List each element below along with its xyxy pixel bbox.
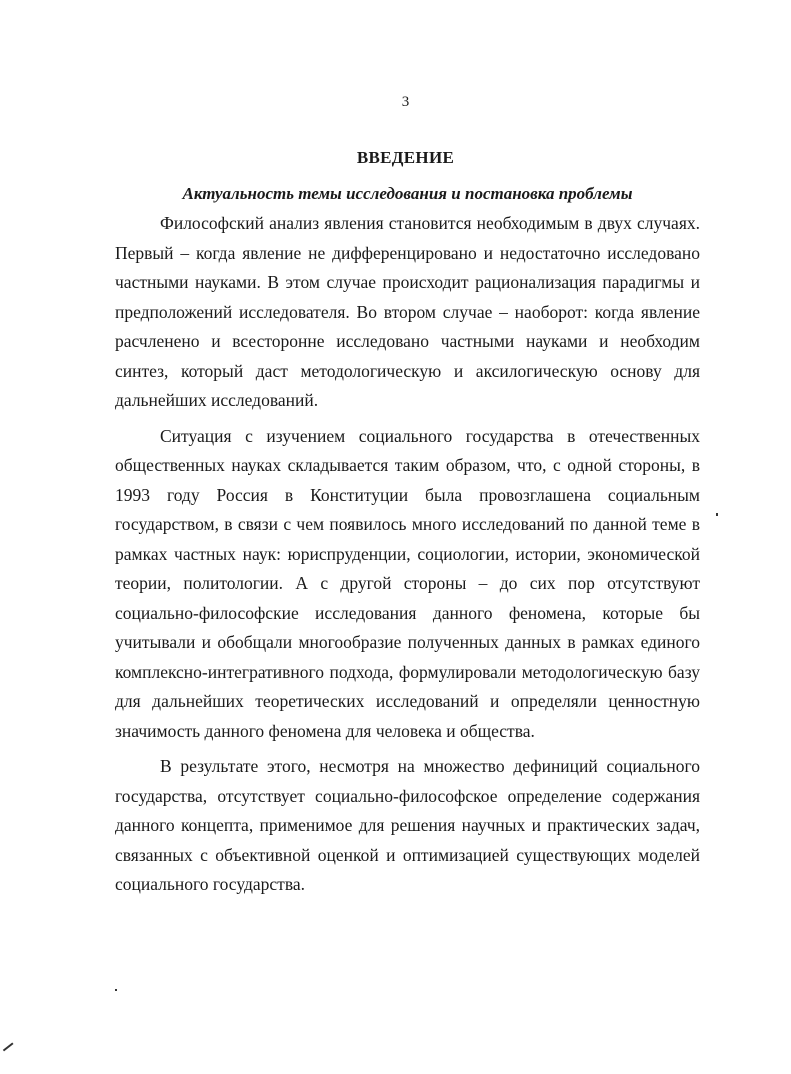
scan-speck xyxy=(716,513,718,516)
paragraph: Философский анализ явления становится необходимым в двух случаях. Первый – когда явление не дифференцировано и недостаточно исследовано частными науками. В этом случае происходит рационализация парадигмы и предположений исследователя. Во втором случае – наоборот: когда явление расчленено и всесторонне исследовано частными науками и необходим синтез, который даст методологическую и аксилогическую основу для дальнейших исследований. xyxy=(115,213,700,410)
page-number: 3 xyxy=(401,94,410,110)
scan-stroke xyxy=(3,1042,13,1051)
page-title: ВВЕДЕНИЕ xyxy=(356,148,455,167)
paragraph: Ситуация с изучением социального государства в отечественных общественных науках складывается таким образом, что, с одной стороны, в 1993 году Россия в Конституции была провозглашена социальным государством, в связи с чем появилось много исследований по данной теме в рамках частных наук: юриспруденции, социологии, истории, экономической теории, политологии. А с другой стороны – до сих пор отсутствуют социально-философские исследования данного феномена, которые бы учитывали и обобщали многообразие полученных данных в рамках единого комплексно-интегративного подхода, формулировали методологическую базу для дальнейших теоретических исследований и определяли ценностную значимость данного феномена для человека и общества. xyxy=(115,425,700,741)
scan-speck xyxy=(115,989,117,991)
paragraph: В результате этого, несмотря на множество дефиниций социального государства, отсутствует социально-философское определение содержания данного концепта, применимое для решения научных и практических задач, связанных с объективной оценкой и оптимизацией существующих моделей социального государства. xyxy=(115,756,700,894)
body-text xyxy=(115,209,700,900)
section-subtitle: Актуальность темы исследования и постановка проблемы xyxy=(182,184,633,203)
